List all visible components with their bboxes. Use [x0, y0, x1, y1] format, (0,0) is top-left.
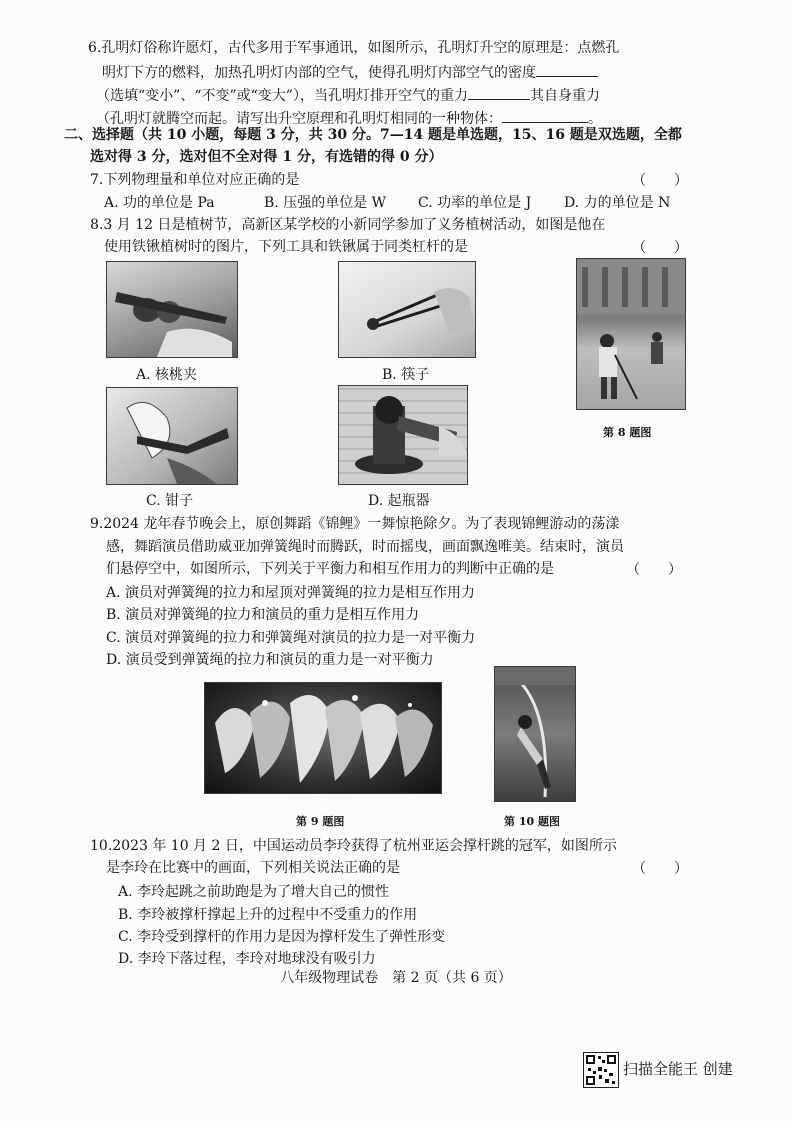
- q8-figure-caption: 第 8 题图: [603, 426, 652, 439]
- q6-line2: [102, 62, 598, 83]
- pole-vault-photo: [494, 666, 576, 802]
- q10-line2: 是李玲在比赛中的画面，下列相关说法正确的是: [106, 860, 400, 876]
- q10-line1: 10.2023 年 10 月 2 日，中国运动员李玲获得了杭州亚运会撑杆跳的冠军，如图所示: [90, 838, 617, 854]
- q10-option-c: C. 李玲受到撑杆的作用力是因为撑杆发生了弹性形变: [118, 929, 446, 945]
- q6-line1: 6.孔明灯俗称许愿灯，古代多用于军事通讯，如图所示，孔明灯升空的原理是：点燃孔: [88, 40, 620, 56]
- q8-caption-d: D. 起瓶器: [368, 493, 430, 509]
- q8-line2: 使用铁锹植树时的图片，下列工具和铁锹属于同类杠杆的是: [104, 239, 468, 255]
- q6-blank-3: [502, 108, 588, 123]
- q7-option-a: A. 功的单位是 Pa: [104, 195, 215, 211]
- q9-option-c: C. 演员对弹簧绳的拉力和弹簧绳对演员的拉力是一对平衡力: [106, 630, 476, 646]
- walnut-cracker-photo: [106, 261, 238, 358]
- q9-answer-paren: （ ）: [626, 562, 682, 578]
- q7-option-c: C. 功率的单位是 J: [418, 195, 532, 211]
- q8-answer-paren: （ ）: [632, 240, 688, 256]
- q7-option-b: B. 压强的单位是 W: [264, 195, 387, 211]
- section2-line2: 选对得 3 分，选对但不全对得 1 分，有选错的得 0 分）: [90, 149, 443, 165]
- bottle-opener-photo: [338, 385, 468, 485]
- q9-line1: 9.2024 龙年春节晚会上，原创舞蹈《锦鲤》一舞惊艳除夕。为了表现锦鲤游动的荡漾: [90, 516, 620, 532]
- q7-stem: 7.下列物理量和单位对应正确的是: [90, 172, 300, 188]
- q7-answer-paren: （ ）: [632, 173, 688, 189]
- q8-caption-c: C. 钳子: [146, 493, 194, 509]
- q8-caption-b: B. 筷子: [382, 367, 430, 383]
- q8-line1: 8.3 月 12 日是植树节，高新区某学校的小新同学参加了义务植树活动，如图是他在: [90, 217, 606, 233]
- qr-code-icon: [583, 1052, 619, 1088]
- q10-option-b: B. 李玲被撑杆撑起上升的过程中不受重力的作用: [118, 907, 418, 923]
- q9-option-d: D. 演员受到弹簧绳的拉力和演员的重力是一对平衡力: [106, 652, 434, 668]
- q9-option-b: B. 演员对弹簧绳的拉力和演员的重力是相互作用力: [106, 607, 420, 623]
- q6-blank-1: [536, 62, 598, 77]
- q9-option-a: A. 演员对弹簧绳的拉力和屋顶对弹簧绳的拉力是相互作用力: [106, 585, 476, 601]
- chopsticks-photo: [338, 261, 476, 358]
- q6-line4-text: （孔明灯就腾空而起。请写出升空原理和孔明灯相同的一种物体：: [96, 111, 502, 127]
- q10-figure-caption: 第 10 题图: [504, 815, 560, 828]
- q7-option-d: D. 力的单位是 N: [564, 195, 671, 211]
- q6-line3-text: （选填“变小”、“不变”或“变大”），当孔明灯排开空气的重力: [96, 88, 468, 104]
- q9-line3: 们悬停空中，如图所示，下列关于平衡力和相互作用力的判断中正确的是: [106, 561, 554, 577]
- section2-line1: 二、选择题（共 10 小题，每题 3 分，共 30 分。7—14 题是单选题，15、16 题是双选题，全都: [64, 127, 682, 143]
- tree-planting-photo: [576, 258, 686, 410]
- q10-option-a: A. 李玲起跳之前助跑是为了增大自己的惯性: [118, 884, 390, 900]
- q6-line3-tail: 其自身重力: [529, 88, 600, 104]
- q10-answer-paren: （ ）: [632, 861, 688, 877]
- pliers-photo: [106, 387, 238, 485]
- q6-line4-tail: 。: [588, 111, 602, 127]
- q10-option-d: D. 李玲下落过程，李玲对地球没有吸引力: [118, 951, 376, 967]
- q6-line2-text: 明灯下方的燃料，加热孔明灯内部的空气，使得孔明灯内部空气的密度: [102, 65, 536, 81]
- q9-figure-caption: 第 9 题图: [296, 815, 345, 828]
- koi-dance-photo: [204, 682, 442, 794]
- scanner-watermark: 扫描全能王 创建: [623, 1060, 733, 1078]
- q9-line2: 感，舞蹈演员借助威亚加弹簧绳时而腾跃，时而摇曳，画面飘逸唯美。结束时，演员: [106, 539, 624, 555]
- page-footer: 八年级物理试卷 第 2 页（共 6 页）: [280, 970, 512, 986]
- q6-line3: [96, 85, 600, 106]
- q8-caption-a: A. 核桃夹: [136, 367, 198, 383]
- q6-blank-2: [468, 85, 530, 100]
